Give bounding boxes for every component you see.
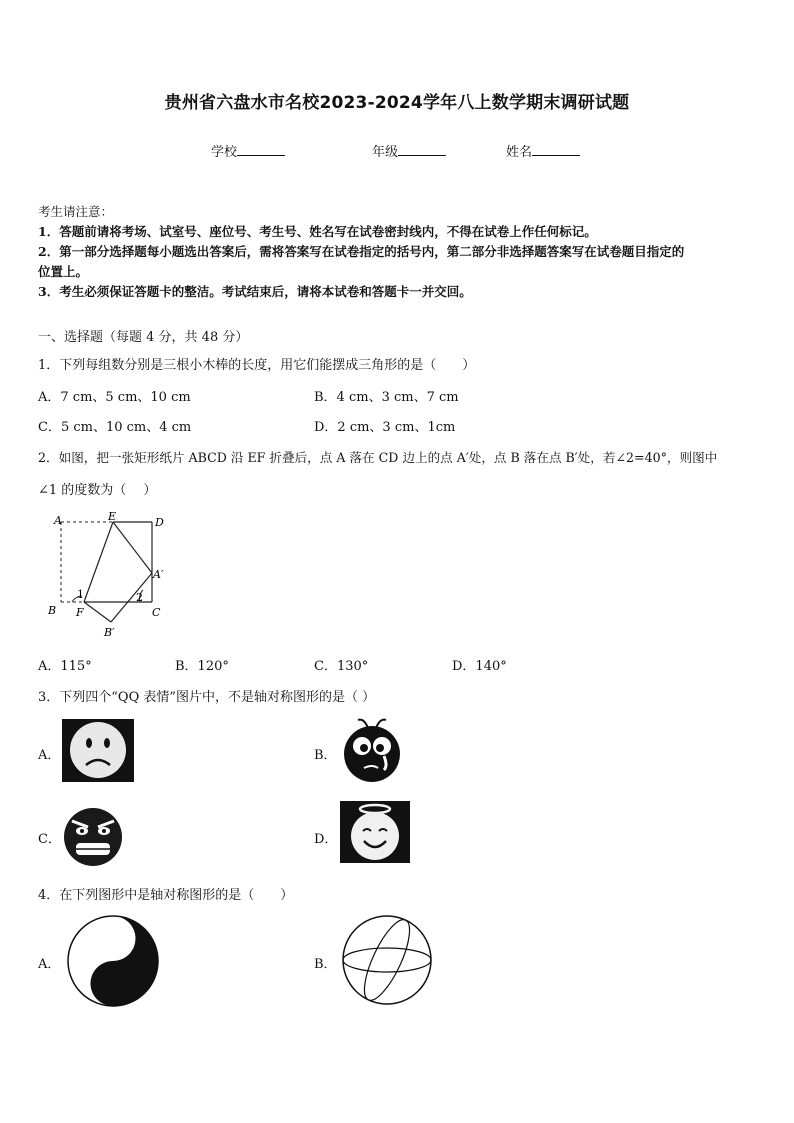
q1-option-d[interactable]: D．2 cm、3 cm、1cm — [314, 420, 456, 435]
q1-option-c[interactable]: C．5 cm、10 cm、4 cm — [38, 420, 192, 435]
label-f: F — [76, 606, 84, 619]
q4-option-b[interactable]: B． — [314, 957, 337, 972]
label-d: D — [155, 516, 164, 529]
name-field — [506, 141, 580, 160]
notice-heading: 考生请注意： — [38, 204, 114, 219]
label-c: C — [152, 606, 161, 619]
q3-angel-face-image — [340, 801, 410, 863]
q4-stem: 4．在下列图形中是轴对称图形的是（ ） — [38, 888, 294, 903]
q1-option-a[interactable]: A．7 cm、5 cm、10 cm — [38, 390, 191, 405]
q3-option-a[interactable]: A． — [38, 748, 61, 763]
school-field — [211, 141, 285, 160]
label-a: A — [54, 514, 62, 527]
notice-item-1: 1．答题前请将考场、试室号、座位号、考生号、姓名写在试卷密封线内，不得在试卷上作任何标记。 — [38, 224, 597, 239]
grade-blank[interactable] — [398, 143, 446, 156]
label-b: B — [48, 604, 57, 617]
name-blank[interactable] — [532, 143, 580, 156]
q2-option-a[interactable]: A．115° — [38, 659, 92, 674]
label-angle-2: 2 — [136, 591, 143, 604]
q2-option-b[interactable]: B．120° — [175, 659, 229, 674]
q3-sad-face-image — [62, 719, 134, 782]
notice-block — [38, 202, 763, 302]
q4-sphere-image — [341, 914, 433, 1006]
grade-field — [372, 141, 446, 160]
school-label: 学校 — [211, 145, 238, 160]
q1-stem: 1．下列每组数分别是三根小木棒的长度，用它们能摆成三角形的是（ ） — [38, 358, 476, 373]
school-blank[interactable] — [237, 143, 285, 156]
label-b-prime: B′ — [104, 626, 115, 639]
label-a-prime: A′ — [153, 568, 164, 581]
q2-option-c[interactable]: C．130° — [314, 659, 369, 674]
q3-crying-face-image — [338, 716, 406, 784]
grade-label: 年级 — [372, 145, 399, 160]
page-title: 贵州省六盘水市名校2023-2024学年八上数学期末调研试题 — [164, 93, 630, 113]
notice-item-2: 2．第一部分选择题每小题选出答案后，需将答案写在试卷指定的括号内，第二部分非选择题答案写在试卷题目指定的 — [38, 244, 685, 259]
q2-stem-line2: ∠1 的度数为（ ） — [38, 483, 157, 498]
q1-option-b[interactable]: B．4 cm、3 cm、7 cm — [314, 390, 459, 405]
q3-option-c[interactable]: C． — [38, 832, 61, 847]
q2-stem-line1: 2．如图，把一张矩形纸片 ABCD 沿 EF 折叠后，点 A 落在 CD 边上的点 A′处，点 B 落在点 B′处，若∠2=40°，则图中 — [38, 450, 718, 465]
label-angle-1: 1 — [77, 588, 84, 601]
q3-option-d[interactable]: D． — [314, 832, 338, 847]
q3-stem: 3．下列四个“QQ 表情”图片中，不是轴对称图形的是（ ） — [38, 690, 376, 705]
name-label: 姓名 — [506, 145, 533, 160]
q4-yinyang-image — [66, 914, 160, 1008]
label-e: E — [108, 512, 117, 523]
q3-angry-face-image — [60, 805, 126, 867]
q4-option-a[interactable]: A． — [38, 957, 61, 972]
notice-item-2-cont: 位置上。 — [38, 264, 89, 279]
section-heading: 一、选择题（每题 4 分，共 48 分） — [38, 330, 249, 345]
q3-option-b[interactable]: B． — [314, 748, 337, 763]
notice-item-3: 3．考生必须保证答题卡的整洁。考试结束后，请将本试卷和答题卡一并交回。 — [38, 284, 472, 299]
q2-option-d[interactable]: D．140° — [452, 659, 507, 674]
q2-rectangle-fold-figure — [44, 512, 174, 640]
